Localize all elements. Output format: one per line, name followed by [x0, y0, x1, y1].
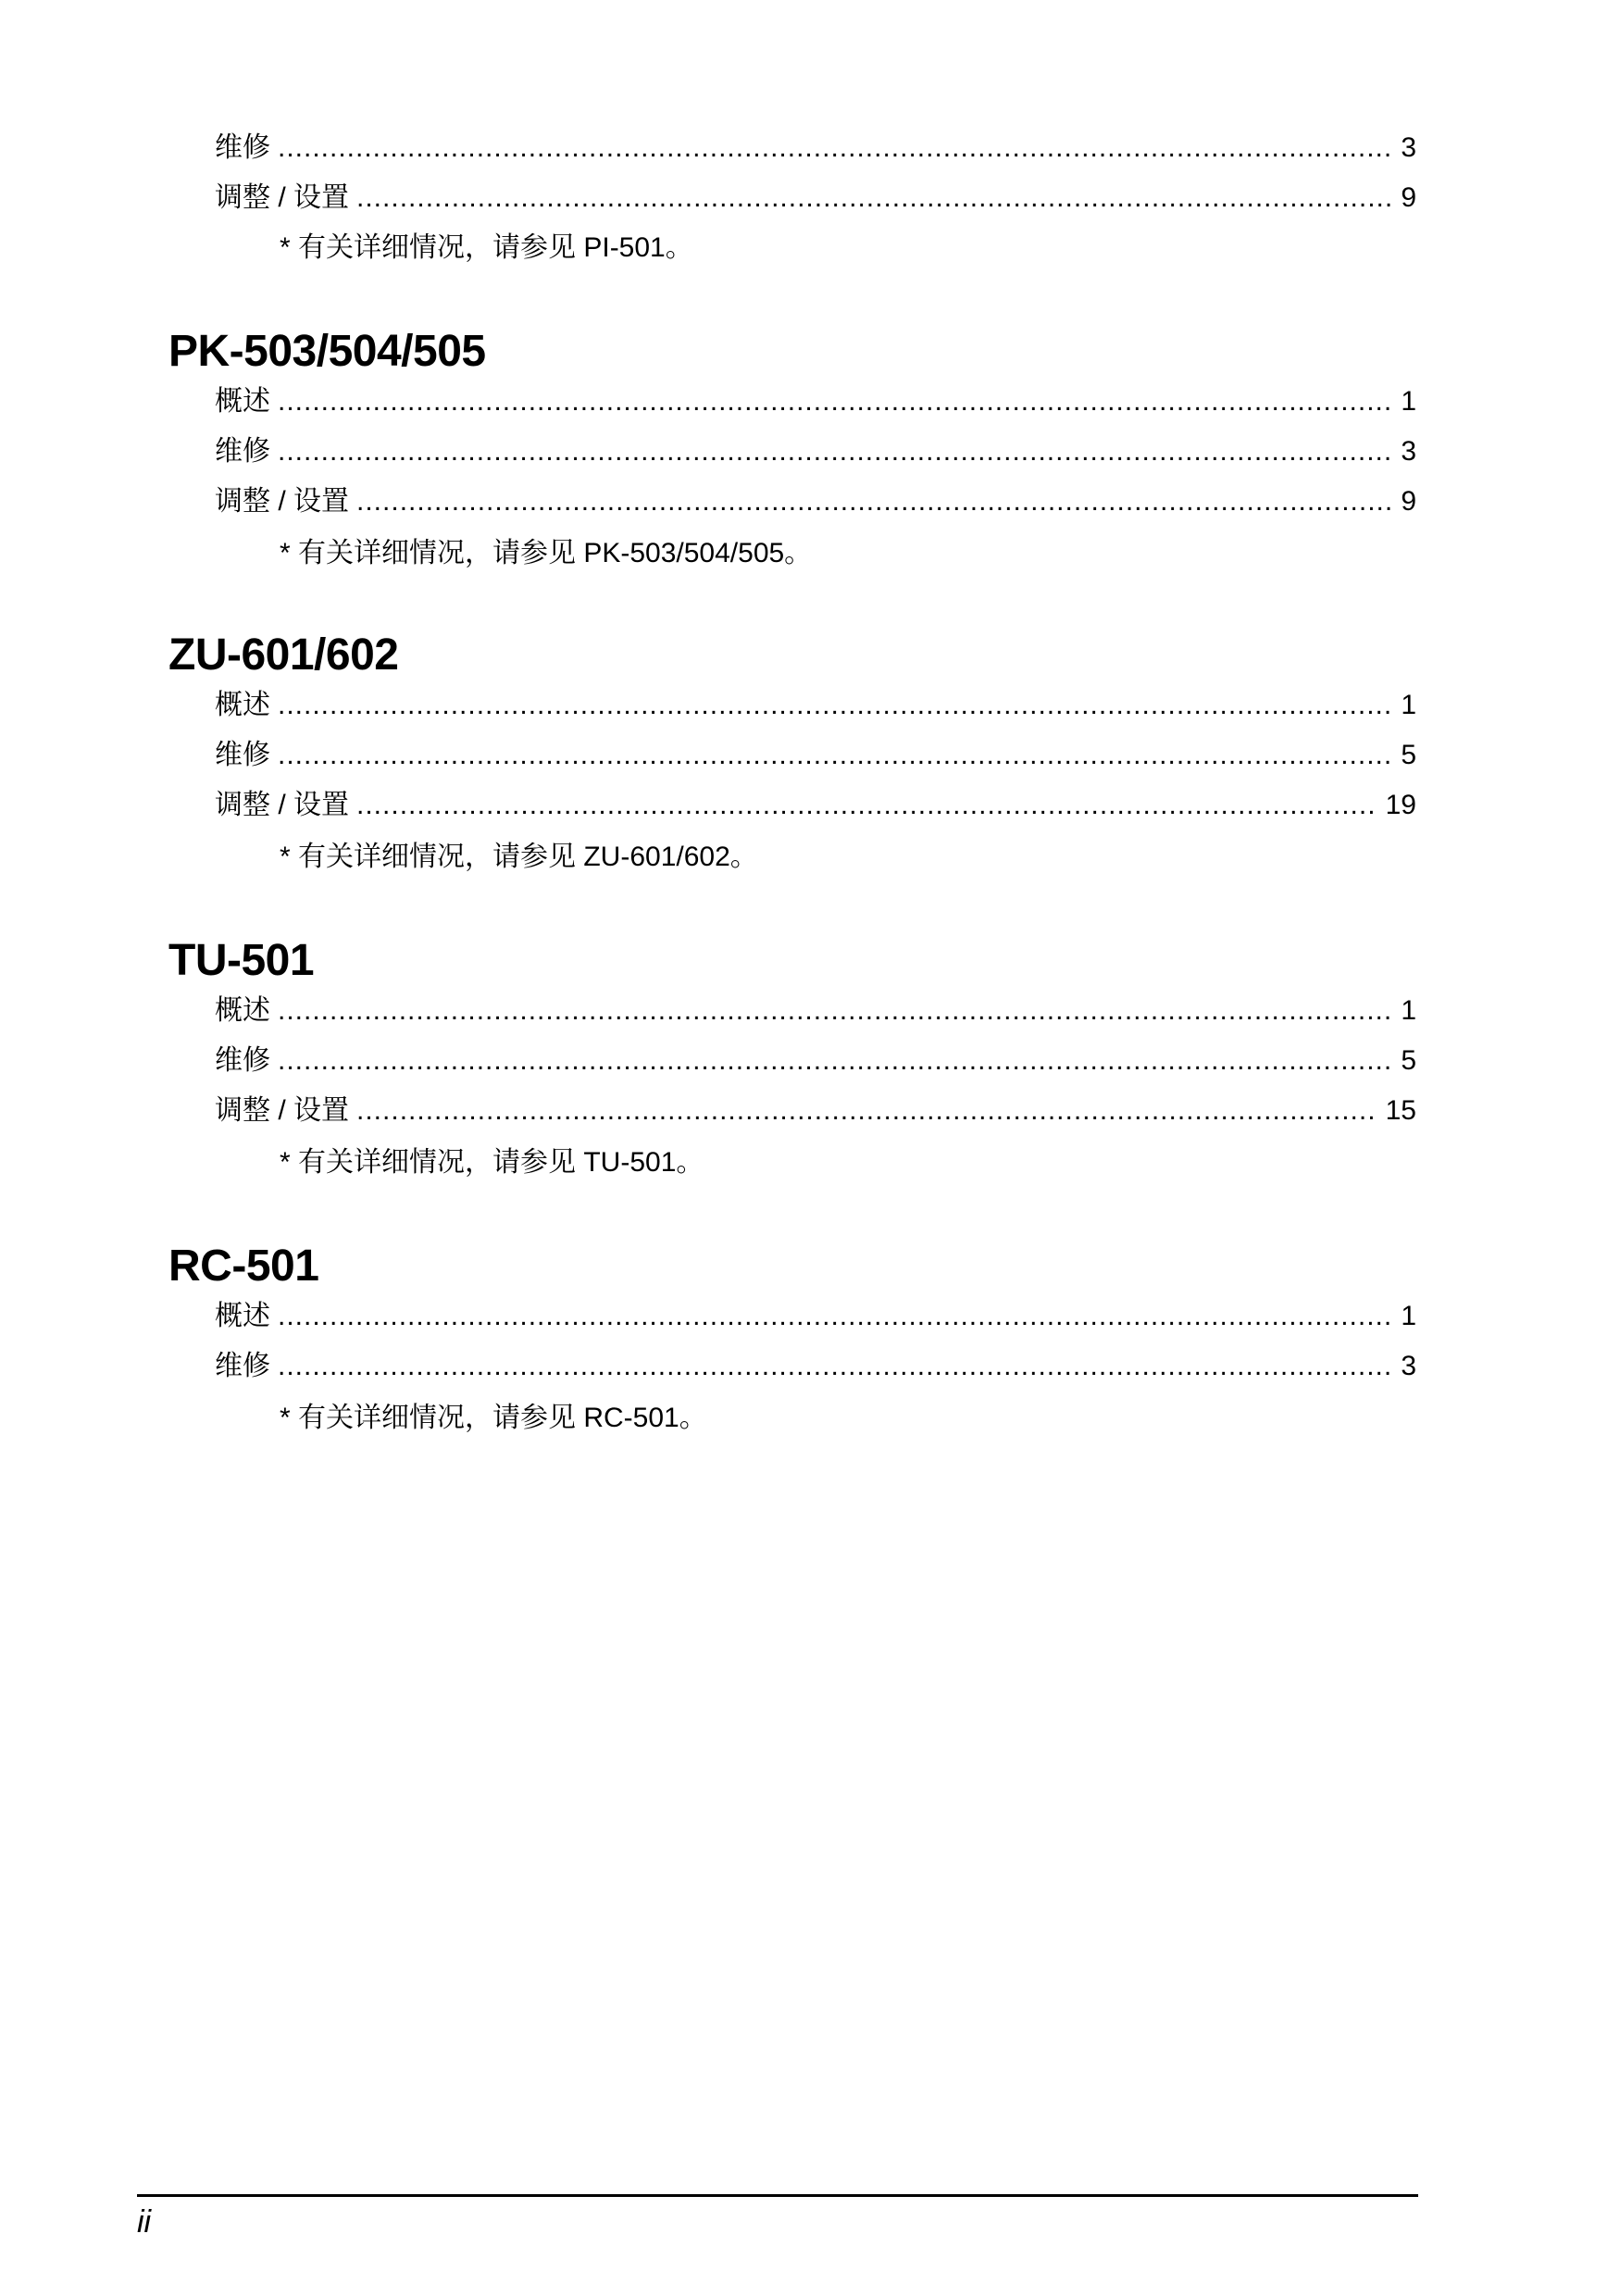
- section-title: RC-501: [168, 1242, 319, 1291]
- toc-entry-adjustment[interactable]: [215, 787, 1416, 824]
- toc-entry-page: 9: [1401, 486, 1416, 517]
- page-number: ii: [137, 2204, 152, 2240]
- toc-entry-page: 5: [1401, 740, 1416, 770]
- dot-leader: [356, 483, 1393, 520]
- toc-entry-overview[interactable]: [215, 992, 1416, 1029]
- toc-entry-page: 15: [1385, 1095, 1416, 1126]
- section-title: ZU-601/602: [168, 630, 399, 680]
- dot-leader: [356, 787, 1378, 824]
- toc-entry-page: 5: [1401, 1045, 1416, 1076]
- toc-note: * 有关详细情况，请参见 RC-501。: [280, 1403, 707, 1433]
- toc-note: * 有关详细情况，请参见 ZU-601/602。: [280, 842, 758, 872]
- dot-leader: [278, 433, 1393, 470]
- toc-entry-page: 3: [1401, 132, 1416, 163]
- toc-entry-label: 概述: [215, 690, 270, 720]
- toc-entry-adjustment[interactable]: [215, 483, 1416, 520]
- toc-entry-maintenance[interactable]: [215, 1042, 1416, 1079]
- toc-entry-overview[interactable]: [215, 1298, 1416, 1335]
- toc-entry-label: 调整 / 设置: [215, 486, 350, 517]
- toc-entry-page: 19: [1385, 790, 1416, 820]
- section-title: PK-503/504/505: [168, 327, 486, 376]
- toc-note: * 有关详细情况，请参见 TU-501。: [280, 1147, 704, 1178]
- dot-leader: [278, 1298, 1393, 1335]
- dot-leader: [356, 180, 1393, 217]
- toc-entry-label: 概述: [215, 995, 270, 1026]
- toc-entry-label: 调整 / 设置: [215, 790, 350, 820]
- dot-leader: [278, 1042, 1393, 1079]
- toc-entry-page: 1: [1401, 1301, 1416, 1331]
- toc-entry-label: 调整 / 设置: [215, 182, 350, 213]
- toc-entry-label: 维修: [215, 1045, 270, 1076]
- dot-leader: [278, 737, 1393, 774]
- toc-note: * 有关详细情况，请参见 PK-503/504/505。: [280, 538, 813, 568]
- dot-leader: [278, 383, 1393, 420]
- toc-entry-adjustment[interactable]: [215, 1092, 1416, 1129]
- section-title: TU-501: [168, 936, 315, 985]
- toc-entry-page: 1: [1401, 690, 1416, 720]
- toc-entry-maintenance[interactable]: [215, 737, 1416, 774]
- dot-leader: [278, 992, 1393, 1029]
- toc-entry-overview[interactable]: [215, 383, 1416, 420]
- toc-entry-label: 维修: [215, 132, 270, 163]
- toc-entry-page: 3: [1401, 1351, 1416, 1381]
- toc-entry-overview[interactable]: [215, 687, 1416, 724]
- toc-entry-adjustment[interactable]: [215, 180, 1416, 217]
- toc-entry-label: 维修: [215, 436, 270, 467]
- toc-entry-page: 1: [1401, 995, 1416, 1026]
- footer-rule: [137, 2194, 1418, 2197]
- toc-entry-page: 1: [1401, 386, 1416, 417]
- toc-entry-maintenance[interactable]: [215, 433, 1416, 470]
- toc-entry-label: 调整 / 设置: [215, 1095, 350, 1126]
- dot-leader: [278, 687, 1393, 724]
- toc-entry-label: 概述: [215, 1301, 270, 1331]
- dot-leader: [356, 1092, 1378, 1129]
- toc-entry-page: 9: [1401, 182, 1416, 213]
- toc-entry-label: 概述: [215, 386, 270, 417]
- toc-entry-maintenance[interactable]: [215, 1348, 1416, 1385]
- dot-leader: [278, 130, 1393, 167]
- toc-entry-page: 3: [1401, 436, 1416, 467]
- toc-entry-label: 维修: [215, 1351, 270, 1381]
- toc-note: * 有关详细情况，请参见 PI-501。: [280, 232, 693, 263]
- dot-leader: [278, 1348, 1393, 1385]
- toc-entry-maintenance[interactable]: [215, 130, 1416, 167]
- toc-entry-label: 维修: [215, 740, 270, 770]
